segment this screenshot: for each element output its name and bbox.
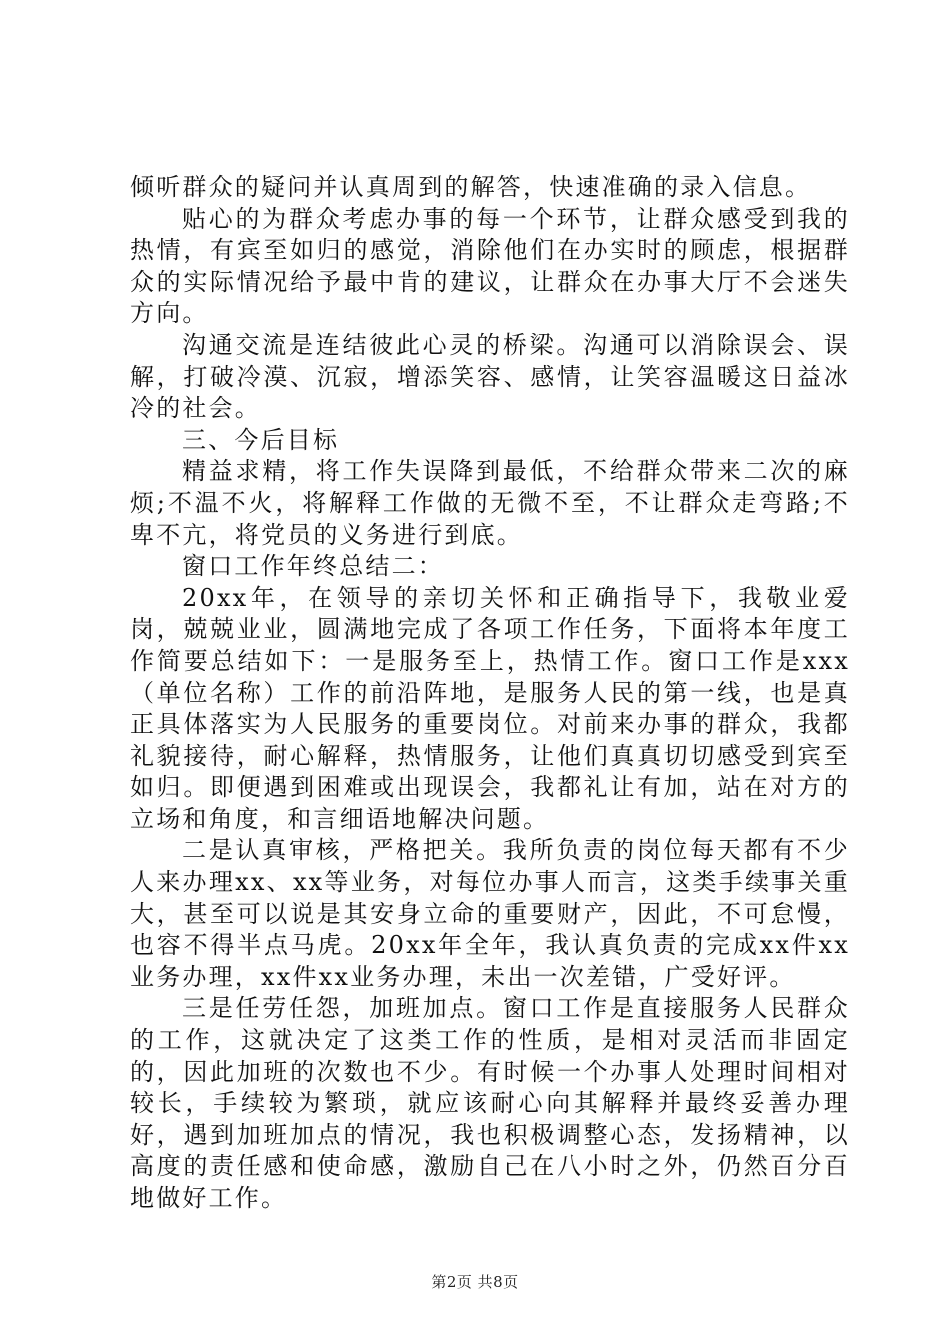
- paragraph-7: 三是任劳任怨，加班加点。窗口工作是直接服务人民群众的工作，这就决定了这类工作的性质，是相对灵活而非固定的，因此加班的次数也不少。有时候一个办事人处理时间相对较长，手续较为繁琐，就应该耐心向其解释并最终妥善办理好，遇到加班加点的情况，我也积极调整心态，发扬精神，以高度的责任感和使命感，激励自己在八小时之外，仍然百分百地做好工作。: [130, 994, 850, 1212]
- paragraph-5: 20xx年，在领导的亲切关怀和正确指导下，我敬业爱岗，兢兢业业，圆满地完成了各项工作任务，下面将本年度工作简要总结如下：一是服务至上，热情工作。窗口工作是xxx（单位名称）工作的前沿阵地，是服务人民的第一线，也是真正具体落实为人民服务的重要岗位。对前来办事的群众，我都礼貌接待，耐心解释，热情服务，让他们真真切切感受到宾至如归。即便遇到困难或出现误会，我都礼让有加，站在对方的立场和角度，和言细语地解决问题。: [130, 583, 850, 833]
- document-body: [130, 172, 850, 1215]
- paragraph-2: 贴心的为群众考虑办事的每一个环节，让群众感受到我的热情，有宾至如归的感觉，消除他们在办实时的顾虑，根据群众的实际情况给予最中肯的建议，让群众在办事大厅不会迷失方向。: [130, 204, 850, 328]
- paragraph-6: 二是认真审核，严格把关。我所负责的岗位每天都有不少人来办理xx、xx等业务，对每位办事人而言，这类手续事关重大，甚至可以说是其安身立命的重要财产，因此，不可怠慢，也容不得半点马虎。20xx年全年，我认真负责的完成xx件xx业务办理，xx件xx业务办理，未出一次差错，广受好评。: [130, 836, 850, 991]
- paragraph-4: 精益求精，将工作失误降到最低，不给群众带来二次的麻烦;不温不火，将解释工作做的无微不至，不让群众走弯路;不卑不亢，将党员的义务进行到底。: [130, 457, 850, 549]
- paragraph-3: 沟通交流是连结彼此心灵的桥梁。沟通可以消除误会、误解，打破冷漠、沉寂，增添笑容、感情，让笑容温暖这日益冰冷的社会。: [130, 330, 850, 423]
- section-heading-summary-two: 窗口工作年终总结二：: [182, 552, 444, 581]
- page-number-footer: 第2页 共8页: [431, 1273, 519, 1291]
- section-heading-future-goals: 三、今后目标: [182, 425, 340, 454]
- paragraph-1: 倾听群众的疑问并认真周到的解答，快速准确的录入信息。: [130, 173, 812, 201]
